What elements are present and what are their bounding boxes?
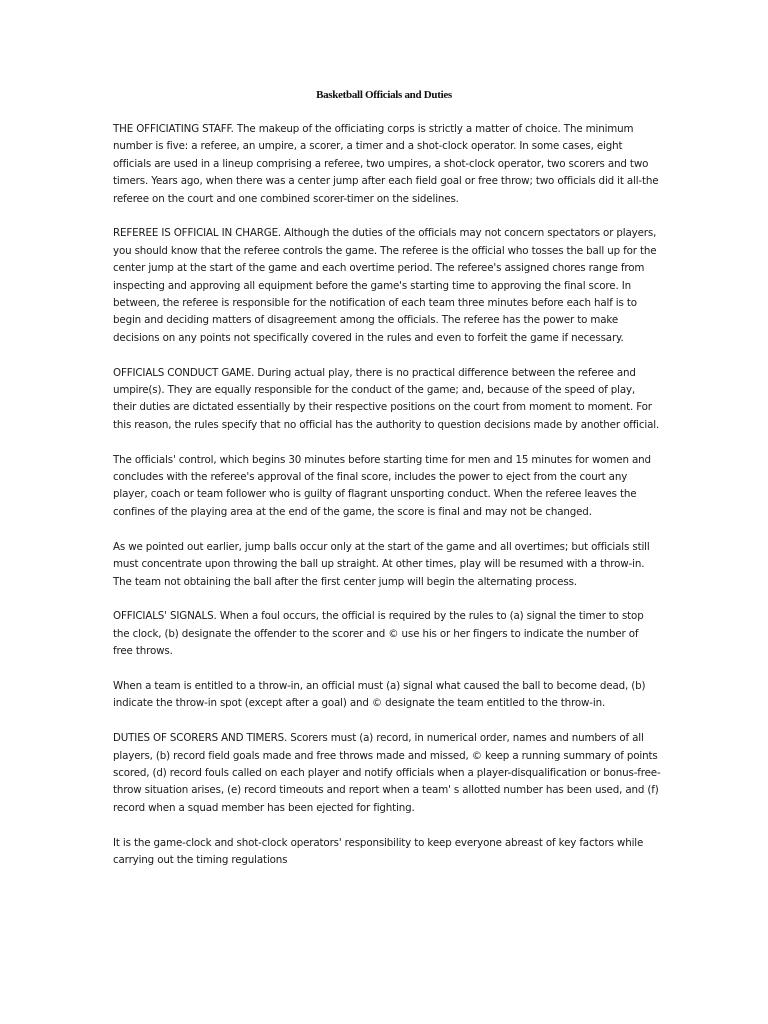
paragraph-throw-in: When a team is entitled to a throw-in, an official must (a) signal what caused the ball to become dead, (b) indicate the throw-in spot (except after a goal) and © designate the team entitled to the throw-in.	[113, 679, 646, 710]
paragraph-officials-control: The officials' control, which begins 30 minutes before starting time for men and 15 minutes for women and concludes with the referee's approval of the final score, includes the power to eject from the court any player, coach or team follower who is guilty of flagrant unsporting conduct. When the referee leaves the confines of the playing area at the end of the game, the score is final and may not be changed.	[113, 453, 651, 518]
paragraph-clock-operators: It is the game-clock and shot-clock operators' responsibility to keep everyone abreast of key factors while carrying out the timing regulations	[113, 836, 644, 866]
paragraph-jump-balls: As we pointed out earlier, jump balls occur only at the start of the game and all overtimes; but officials still must concentrate upon throwing the ball up straight. At other times, play will be resumed with a throw-in. The team not obtaining the ball after the first center jump will begin the alternating process.	[113, 540, 650, 588]
paragraph-officials-signals: OFFICIALS' SIGNALS. When a foul occurs, the official is required by the rules to (a) signal the timer to stop the clock, (b) designate the offender to the scorer and © use his or her fingers to indicate the number of free throws.	[113, 610, 644, 658]
paragraph-scorers-timers: DUTIES OF SCORERS AND TIMERS. Scorers must (a) record, in numerical order, names and numbers of all players, (b) record field goals made and free throws made and missed, © keep a running summary of points scored, (d) record fouls called on each player and notify officials when a player-disqualification or bonus-free-throw situation arises, (e) record timeouts and report when a team' s allotted number has been used, and (f) record when a squad member has been ejected for fighting.	[113, 732, 661, 814]
document-title: Basketball Officials and Duties	[316, 89, 452, 101]
paragraph-officials-conduct-game: OFFICIALS CONDUCT GAME. During actual play, there is no practical difference between the referee and umpire(s). They are equally responsible for the conduct of the game; and, because of the speed of play, their duties are dictated essentially by their respective positions on the court from moment to moment. For this reason, the rules specify that no official has the authority to question decisions made by another official.	[113, 366, 660, 431]
document-body	[113, 121, 661, 887]
paragraph-officiating-staff: THE OFFICIATING STAFF. The makeup of the officiating corps is strictly a matter of choice. The minimum number is five: a referee, an umpire, a scorer, a timer and a shot-clock operator. In some cases, eight officials are used in a lineup comprising a referee, two umpires, a shot-clock operator, two scorers and two timers. Years ago, when there was a center jump after each field goal or free throw; two officials did it all-the referee on the court and one combined scorer-timer on the sidelines.	[113, 123, 659, 205]
paragraph-referee-in-charge: REFEREE IS OFFICIAL IN CHARGE. Although the duties of the officials may not concern spectators or players, you should know that the referee controls the game. The referee is the official who tosses the ball up for the center jump at the start of the game and each overtime period. The referee's assigned chores range from inspecting and approving all equipment before the game's starting time to approving the final score. In between, the referee is responsible for the notification of each team three minutes before each half is to begin and deciding matters of disagreement among the officials. The referee has the power to make decisions on any points not specifically covered in the rules and even to forfeit the game if necessary.	[113, 227, 657, 344]
